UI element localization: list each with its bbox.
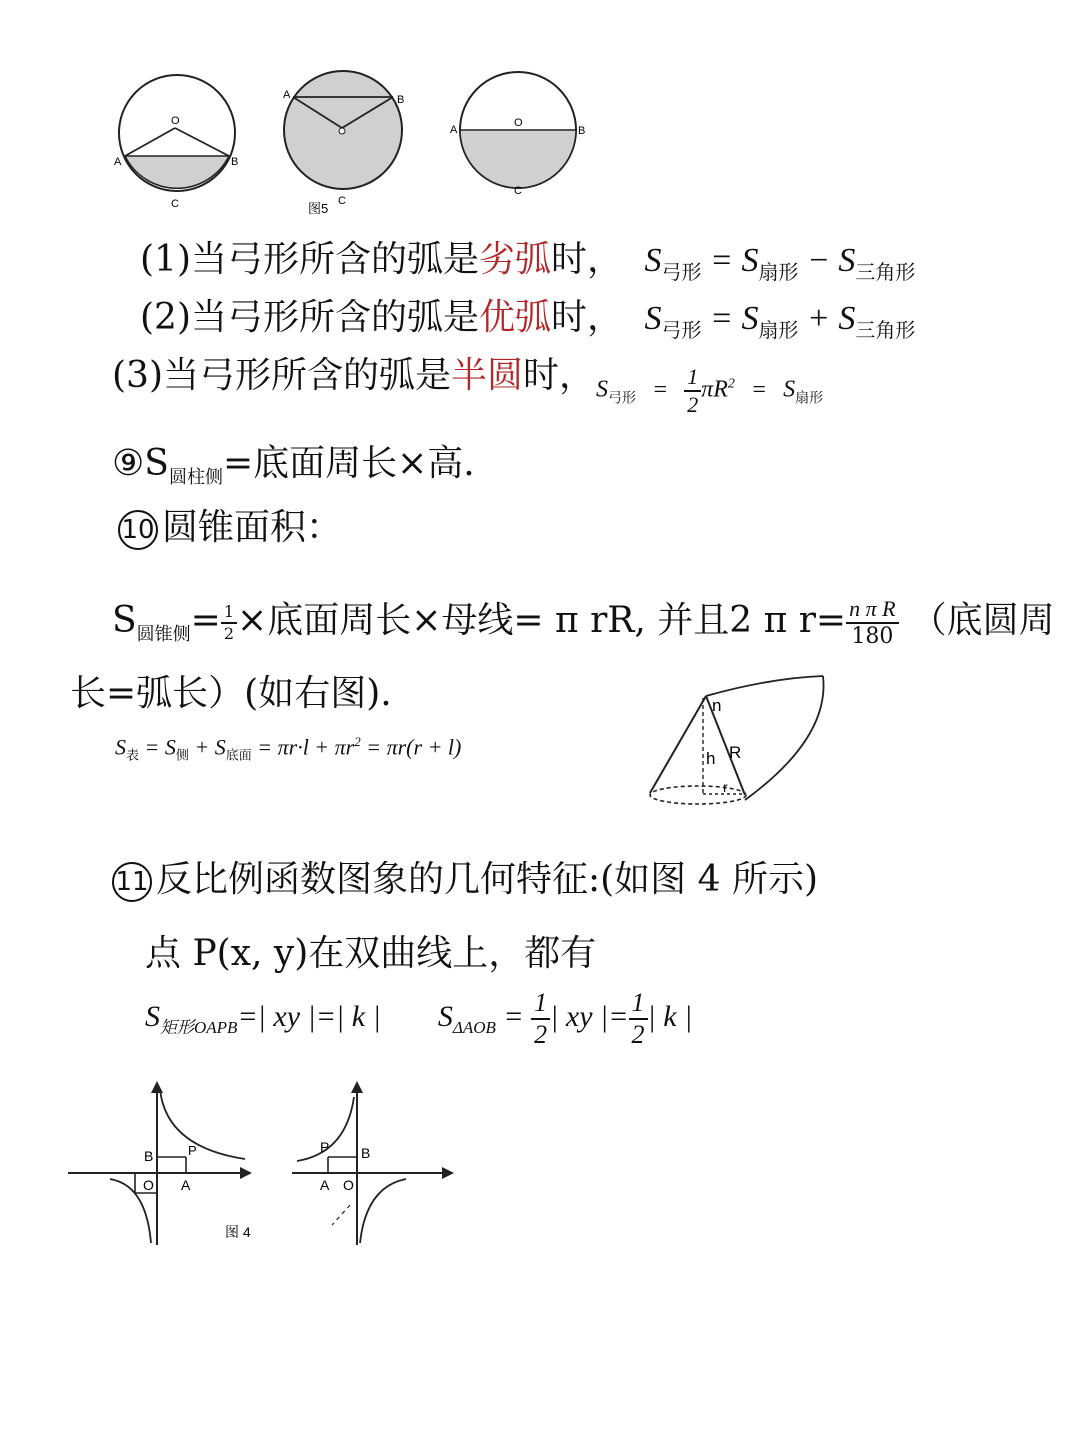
label-c: C bbox=[338, 195, 346, 207]
figure-5-circles bbox=[100, 60, 620, 220]
bow-line-1: (1)当弓形所含的弧是劣弧时， $S_{弓形} = S_{扇形} - S_{三角形}$ bbox=[140, 239, 916, 284]
bow-line-3: (3)当弓形所含的弧是半圆时， bbox=[112, 355, 596, 396]
label-o: O bbox=[171, 115, 180, 127]
label-b: B bbox=[144, 1148, 154, 1164]
label-c: C bbox=[514, 185, 522, 197]
label-b: B bbox=[397, 94, 405, 106]
label-o: O bbox=[343, 1177, 354, 1193]
label-b: B bbox=[578, 125, 586, 137]
label-a: A bbox=[320, 1177, 330, 1193]
circle-minor-arc bbox=[114, 75, 238, 210]
item-9-cylinder: $⑨S_{圆柱侧}=$底面周长×高. bbox=[112, 443, 475, 489]
cone-base bbox=[650, 786, 746, 804]
item-11-title: 11 反比例函数图象的几何特征:(如图 4 所示) bbox=[112, 858, 818, 902]
figure-5-caption: 图5 bbox=[308, 201, 329, 216]
label-a: A bbox=[450, 124, 458, 136]
item-11-line-2: 点 P(x, y)在双曲线上，都有 bbox=[145, 933, 597, 974]
hyperbola-area-formula: $S_{矩形OAPB}=|$ xy |=| k | $S_{\Delta AOB}$ = $\frac{1}{2}$ | xy |= $\frac{1}{2}$ | k | bbox=[145, 988, 693, 1049]
label-p: P bbox=[188, 1143, 197, 1158]
label-b: B bbox=[361, 1145, 371, 1161]
sector-arc-top bbox=[706, 676, 823, 696]
label-r-big: R bbox=[729, 743, 742, 762]
figure-4-caption: 图 4 bbox=[225, 1224, 251, 1240]
label-a: A bbox=[114, 156, 122, 168]
item-10-title: 10 圆锥面积： bbox=[118, 506, 342, 550]
item-10-line-2: 长=弧长）(如右图). bbox=[70, 673, 392, 714]
label-a: A bbox=[181, 1177, 191, 1193]
cone-surface-formula: $S_表 = S_侧 + S_{底面} = \pi r\cdot l + \pi r^2 = \pi r(r + l)$ bbox=[115, 734, 462, 764]
label-b: B bbox=[231, 156, 239, 168]
hyperbola-k-negative bbox=[292, 1081, 454, 1245]
circle-major-arc bbox=[283, 71, 404, 207]
label-a: A bbox=[283, 89, 291, 101]
hyperbola-k-positive bbox=[68, 1081, 252, 1245]
label-h: h bbox=[706, 749, 716, 768]
label-r-small: r bbox=[723, 779, 728, 795]
cone-figure bbox=[640, 668, 840, 813]
semicircle-formula: $S_{弓形}$ = $\frac{1}{2}$ $\pi R^2 = S_{扇形}$ bbox=[596, 364, 824, 417]
figure-4-hyperbolas bbox=[60, 1075, 460, 1255]
label-o: O bbox=[143, 1177, 154, 1193]
sector-arc-side bbox=[745, 676, 824, 800]
label-o: O bbox=[514, 117, 523, 129]
item-10-line-1: $S_{圆锥侧}=$ $\frac{1}{2}$ ×底面周长×母线= π rR, 并且2 π r= $\frac{\text{n π R}}{180}$ （底圆周 bbox=[112, 596, 1055, 649]
circle-semicircle bbox=[450, 72, 585, 197]
label-p: P bbox=[320, 1139, 330, 1155]
cone-left-edge bbox=[650, 696, 706, 793]
bow-line-2: (2)当弓形所含的弧是优弧时， $S_{弓形} = S_{扇形} + S_{三角形}$ bbox=[140, 297, 916, 342]
label-n: n bbox=[712, 696, 722, 715]
label-c: C bbox=[171, 198, 179, 210]
